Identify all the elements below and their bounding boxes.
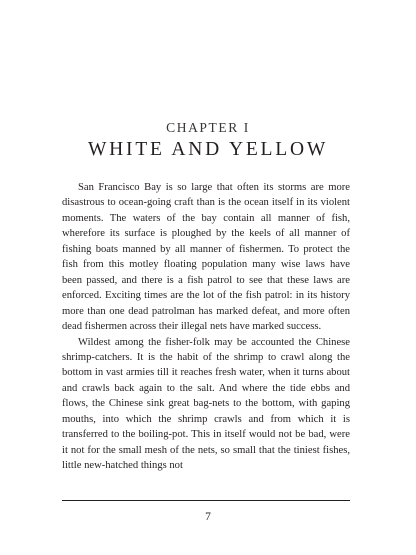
footer-rule — [62, 500, 350, 501]
chapter-title: WHITE AND YELLOW — [87, 139, 329, 160]
chapter-heading — [0, 120, 416, 161]
chapter-number: CHAPTER I — [166, 120, 250, 135]
body-text — [62, 180, 350, 474]
page-number: 7 — [205, 511, 211, 523]
paragraph: Wildest among the fisher-folk may be accounted the Chinese shrimp-catchers. It is the habit of the shrimp to crawl along the bottom in vast armies till it reaches fresh water, when it turns about and crawls back again to the salt. And where the tide ebbs and flows, the Chinese sink great bag-nets to the bottom, with gaping mouths, into which the shrimp crawls and from which it is transferred to the boiling-pot. This in itself would not be bad, were it not for the small mesh of the nets, so small that the tiniest fishes, little new-hatched things not — [62, 336, 350, 472]
paragraph: San Francisco Bay is so large that often its storms are more disastrous to ocean-going craft than is the ocean itself in its violent moments. The waters of the bay contain all manner of fish, wherefore its surface is ploughed by the keels of all manner of fishing boats manned by all manner of fishermen. To protect the fish from this motley floating population many wise laws have been passed, and there is a fish patrol to see that these laws are enforced. Exciting times are the lot of the fish patrol: in its history more than one dead patrolman has marked defeat, and more often dead fishermen across their illegal nets have marked success. — [62, 182, 350, 333]
